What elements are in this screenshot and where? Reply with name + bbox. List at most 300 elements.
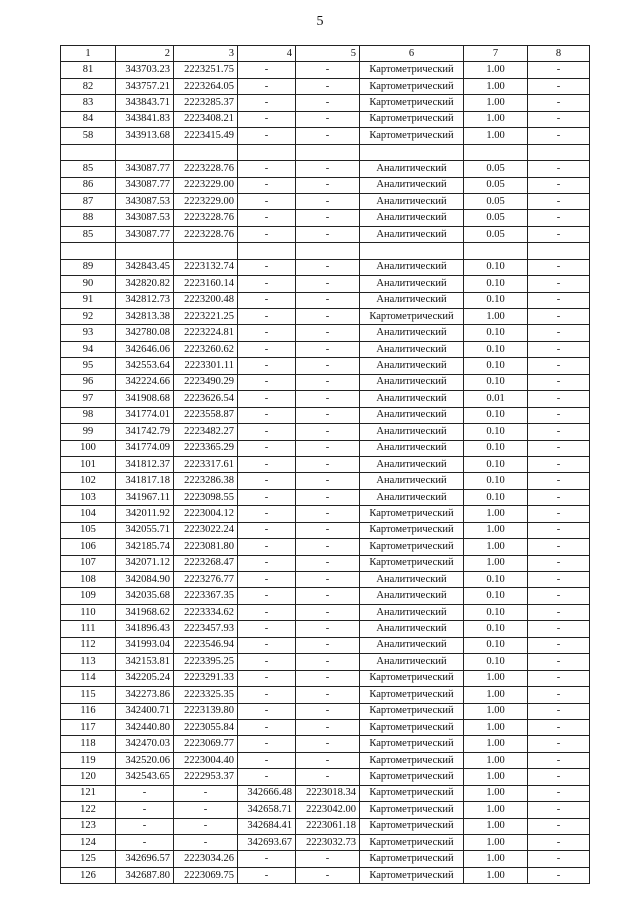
table-cell: 342693.67: [238, 835, 296, 851]
table-row: [61, 654, 590, 670]
table-cell: -: [528, 210, 590, 226]
table-cell: [528, 243, 590, 259]
table-cell: -: [296, 424, 360, 440]
table-cell: 342780.08: [116, 325, 174, 341]
table-cell: 342646.06: [116, 341, 174, 357]
table-cell: 343703.23: [116, 62, 174, 78]
table-cell: 85: [61, 226, 116, 242]
table-cell: 105: [61, 522, 116, 538]
table-cell: 2223325.35: [174, 687, 238, 703]
table-cell: 341896.43: [116, 621, 174, 637]
table-cell: 1.00: [464, 62, 528, 78]
table-cell: -: [238, 506, 296, 522]
table-cell: -: [238, 259, 296, 275]
table-cell: 342035.68: [116, 588, 174, 604]
table-cell: 0.10: [464, 654, 528, 670]
table-cell: 341812.37: [116, 456, 174, 472]
table-cell: 89: [61, 259, 116, 275]
table-cell: 2223139.80: [174, 703, 238, 719]
table-cell: 88: [61, 210, 116, 226]
table-cell: 0.01: [464, 391, 528, 407]
table-cell: 107: [61, 555, 116, 571]
table-row: [61, 752, 590, 768]
table-cell: -: [296, 456, 360, 472]
table-cell: 342813.38: [116, 309, 174, 325]
table-cell: Картометрический: [360, 555, 464, 571]
table-row: [61, 588, 590, 604]
table-cell: 0.05: [464, 210, 528, 226]
table-cell: -: [238, 555, 296, 571]
table-cell: -: [528, 292, 590, 308]
table-cell: -: [238, 736, 296, 752]
table-cell: 1.00: [464, 522, 528, 538]
table-cell: 0.10: [464, 259, 528, 275]
table-cell: Аналитический: [360, 358, 464, 374]
table-cell: -: [296, 769, 360, 785]
table-cell: 341967.11: [116, 489, 174, 505]
table-cell: -: [296, 78, 360, 94]
table-cell: 118: [61, 736, 116, 752]
table-cell: Картометрический: [360, 670, 464, 686]
table-row: [61, 736, 590, 752]
table-cell: -: [528, 522, 590, 538]
table-cell: [360, 243, 464, 259]
table-cell: 2223229.00: [174, 193, 238, 209]
table-cell: 342084.90: [116, 572, 174, 588]
table-cell: -: [238, 769, 296, 785]
table-cell: 0.05: [464, 161, 528, 177]
table-cell: -: [238, 473, 296, 489]
table-cell: Аналитический: [360, 604, 464, 620]
table-cell: 5: [296, 46, 360, 62]
table-cell: 0.10: [464, 424, 528, 440]
table-cell: 123: [61, 818, 116, 834]
table-cell: 0.10: [464, 341, 528, 357]
table-cell: 1.00: [464, 719, 528, 735]
table-cell: 108: [61, 572, 116, 588]
table-cell: -: [528, 259, 590, 275]
table-cell: -: [528, 867, 590, 883]
table-cell: 103: [61, 489, 116, 505]
table-cell: -: [528, 621, 590, 637]
table-cell: -: [296, 62, 360, 78]
table-cell: [61, 144, 116, 160]
table-cell: Аналитический: [360, 588, 464, 604]
table-cell: -: [296, 391, 360, 407]
table-cell: -: [296, 210, 360, 226]
table-cell: 1.00: [464, 555, 528, 571]
table-cell: 2223081.80: [174, 539, 238, 555]
table-cell: 83: [61, 95, 116, 111]
table-cell: -: [528, 424, 590, 440]
table-cell: -: [238, 161, 296, 177]
table-row: [61, 473, 590, 489]
table-row: [61, 128, 590, 144]
table-cell: -: [528, 128, 590, 144]
table-cell: -: [238, 78, 296, 94]
table-cell: 6: [360, 46, 464, 62]
table-cell: Аналитический: [360, 572, 464, 588]
table-row: [61, 506, 590, 522]
table-cell: 81: [61, 62, 116, 78]
table-cell: -: [528, 325, 590, 341]
table-cell: -: [528, 456, 590, 472]
table-cell: Аналитический: [360, 259, 464, 275]
table-cell: -: [238, 111, 296, 127]
table-cell: 110: [61, 604, 116, 620]
table-row: [61, 802, 590, 818]
table-cell: [296, 144, 360, 160]
table-row: [61, 78, 590, 94]
table-cell: 112: [61, 637, 116, 653]
table-cell: 85: [61, 161, 116, 177]
table-cell: -: [528, 687, 590, 703]
table-cell: 8: [528, 46, 590, 62]
table-cell: -: [174, 802, 238, 818]
table-cell: 0.05: [464, 193, 528, 209]
table-cell: -: [296, 407, 360, 423]
table-row: [61, 325, 590, 341]
table-cell: 342543.65: [116, 769, 174, 785]
table-row: [61, 785, 590, 801]
table-cell: -: [238, 210, 296, 226]
table-cell: 1.00: [464, 128, 528, 144]
table-cell: 2223004.40: [174, 752, 238, 768]
table-cell: 87: [61, 193, 116, 209]
table-cell: -: [528, 95, 590, 111]
table-cell: 58: [61, 128, 116, 144]
table-cell: 2223098.55: [174, 489, 238, 505]
table-cell: 91: [61, 292, 116, 308]
table-cell: [61, 243, 116, 259]
table-cell: Картометрический: [360, 111, 464, 127]
table-cell: 2223200.48: [174, 292, 238, 308]
table-cell: Аналитический: [360, 193, 464, 209]
table-cell: -: [296, 358, 360, 374]
table-row: [61, 276, 590, 292]
table-cell: 2: [116, 46, 174, 62]
table-cell: 3: [174, 46, 238, 62]
table-cell: 0.10: [464, 276, 528, 292]
table-cell: 90: [61, 276, 116, 292]
table-cell: 342224.66: [116, 374, 174, 390]
table-cell: 96: [61, 374, 116, 390]
table-cell: 114: [61, 670, 116, 686]
table-row: [61, 851, 590, 867]
table-cell: Картометрический: [360, 703, 464, 719]
page-number: 5: [316, 14, 324, 29]
table-cell: 99: [61, 424, 116, 440]
table-cell: 2223276.77: [174, 572, 238, 588]
table-cell: -: [296, 440, 360, 456]
table-cell: 1.00: [464, 539, 528, 555]
table-row: [61, 391, 590, 407]
table-cell: 0.10: [464, 489, 528, 505]
table-cell: -: [296, 522, 360, 538]
table-cell: -: [528, 670, 590, 686]
table-cell: 2223558.87: [174, 407, 238, 423]
table-cell: 1.00: [464, 769, 528, 785]
table-cell: -: [528, 752, 590, 768]
table-row: [61, 243, 590, 259]
table-cell: 2223317.61: [174, 456, 238, 472]
table-cell: 111: [61, 621, 116, 637]
table-cell: 2223034.26: [174, 851, 238, 867]
table-cell: 341908.68: [116, 391, 174, 407]
table-cell: 1.00: [464, 78, 528, 94]
table-cell: 2223285.37: [174, 95, 238, 111]
table-cell: -: [238, 128, 296, 144]
table-cell: -: [296, 539, 360, 555]
table-cell: 342470.03: [116, 736, 174, 752]
table-cell: -: [238, 374, 296, 390]
table-cell: [360, 144, 464, 160]
table-cell: Картометрический: [360, 736, 464, 752]
table-cell: 2223264.05: [174, 78, 238, 94]
table-row: [61, 835, 590, 851]
table-cell: 2223042.00: [296, 802, 360, 818]
table-cell: -: [528, 637, 590, 653]
table-row: [61, 424, 590, 440]
table-cell: 341817.18: [116, 473, 174, 489]
table-cell: 2223367.35: [174, 588, 238, 604]
table-cell: 0.10: [464, 325, 528, 341]
table-cell: 7: [464, 46, 528, 62]
table-cell: 117: [61, 719, 116, 735]
table-cell: -: [238, 226, 296, 242]
table-cell: 343087.77: [116, 226, 174, 242]
table-cell: -: [238, 867, 296, 883]
table-cell: 342687.80: [116, 867, 174, 883]
table-cell: 341993.04: [116, 637, 174, 653]
table-cell: -: [296, 473, 360, 489]
table-cell: -: [296, 687, 360, 703]
table-row: [61, 193, 590, 209]
table-cell: -: [174, 835, 238, 851]
table-cell: Картометрический: [360, 818, 464, 834]
table-cell: -: [238, 752, 296, 768]
table-cell: -: [174, 818, 238, 834]
table-cell: -: [238, 637, 296, 653]
table-cell: 343757.21: [116, 78, 174, 94]
table-cell: 2223626.54: [174, 391, 238, 407]
table-header-row: [61, 46, 590, 62]
table-cell: 2223228.76: [174, 161, 238, 177]
table-cell: 1.00: [464, 835, 528, 851]
table-cell: 106: [61, 539, 116, 555]
table-cell: 2223224.81: [174, 325, 238, 341]
table-cell: -: [528, 111, 590, 127]
table-row: [61, 210, 590, 226]
table-cell: 2223004.12: [174, 506, 238, 522]
table-cell: 2223132.74: [174, 259, 238, 275]
table-cell: 343913.68: [116, 128, 174, 144]
table-cell: -: [238, 407, 296, 423]
table-cell: -: [296, 111, 360, 127]
table-cell: -: [528, 391, 590, 407]
table-cell: 342553.64: [116, 358, 174, 374]
table-cell: Картометрический: [360, 506, 464, 522]
table-row: [61, 572, 590, 588]
table-cell: -: [238, 358, 296, 374]
table-cell: [528, 144, 590, 160]
table-cell: 100: [61, 440, 116, 456]
table-cell: -: [238, 62, 296, 78]
table-cell: 343841.83: [116, 111, 174, 127]
table-cell: -: [238, 522, 296, 538]
table-cell: [116, 144, 174, 160]
table-cell: 1: [61, 46, 116, 62]
table-cell: 1.00: [464, 818, 528, 834]
table-row: [61, 407, 590, 423]
table-cell: 2223069.75: [174, 867, 238, 883]
table-cell: -: [296, 276, 360, 292]
table-row: [61, 358, 590, 374]
table-cell: 0.10: [464, 604, 528, 620]
table-cell: -: [528, 719, 590, 735]
table-cell: 4: [238, 46, 296, 62]
table-cell: 120: [61, 769, 116, 785]
table-cell: 2223334.62: [174, 604, 238, 620]
table-cell: -: [296, 259, 360, 275]
table-cell: Картометрический: [360, 78, 464, 94]
table-row: [61, 111, 590, 127]
table-cell: 1.00: [464, 506, 528, 522]
table-cell: 342185.74: [116, 539, 174, 555]
table-cell: 1.00: [464, 687, 528, 703]
table-cell: 2223260.62: [174, 341, 238, 357]
table-cell: [116, 243, 174, 259]
table-cell: 2223546.94: [174, 637, 238, 653]
table-cell: 122: [61, 802, 116, 818]
table-cell: 0.10: [464, 621, 528, 637]
table-row: [61, 637, 590, 653]
table-row: [61, 769, 590, 785]
table-cell: 0.10: [464, 637, 528, 653]
table-cell: -: [296, 572, 360, 588]
table-cell: 101: [61, 456, 116, 472]
table-cell: 1.00: [464, 802, 528, 818]
table-cell: -: [296, 752, 360, 768]
table-cell: 342843.45: [116, 259, 174, 275]
table-cell: 1.00: [464, 785, 528, 801]
table-cell: 2223069.77: [174, 736, 238, 752]
table-cell: -: [238, 325, 296, 341]
table-cell: 2223415.49: [174, 128, 238, 144]
table-row: [61, 555, 590, 571]
table-cell: 2223228.76: [174, 210, 238, 226]
table-cell: 1.00: [464, 703, 528, 719]
table-cell: 341774.09: [116, 440, 174, 456]
table-cell: -: [528, 489, 590, 505]
table-cell: -: [238, 424, 296, 440]
table-cell: -: [528, 341, 590, 357]
table-cell: 93: [61, 325, 116, 341]
table-cell: 343087.77: [116, 161, 174, 177]
table-cell: 2223061.18: [296, 818, 360, 834]
table-cell: 98: [61, 407, 116, 423]
table-cell: 342153.81: [116, 654, 174, 670]
table-cell: 1.00: [464, 736, 528, 752]
table-row: [61, 309, 590, 325]
table-cell: 1.00: [464, 670, 528, 686]
table-cell: -: [238, 719, 296, 735]
table-cell: [238, 243, 296, 259]
table-cell: 343087.77: [116, 177, 174, 193]
table-cell: Аналитический: [360, 325, 464, 341]
table-cell: 119: [61, 752, 116, 768]
table-cell: 2223286.38: [174, 473, 238, 489]
table-cell: -: [528, 407, 590, 423]
table-cell: 1.00: [464, 111, 528, 127]
table-cell: -: [238, 177, 296, 193]
table-cell: Аналитический: [360, 161, 464, 177]
table-cell: -: [238, 572, 296, 588]
table-cell: Аналитический: [360, 177, 464, 193]
table-cell: 0.10: [464, 473, 528, 489]
table-row: [61, 867, 590, 883]
table-cell: -: [238, 276, 296, 292]
table-row: [61, 440, 590, 456]
table-cell: 102: [61, 473, 116, 489]
table-cell: 2223301.11: [174, 358, 238, 374]
table-cell: 126: [61, 867, 116, 883]
table-cell: -: [296, 654, 360, 670]
table-cell: Картометрический: [360, 539, 464, 555]
table-cell: [464, 144, 528, 160]
table-cell: Картометрический: [360, 522, 464, 538]
table-row: [61, 621, 590, 637]
table-cell: 2223018.34: [296, 785, 360, 801]
table-cell: -: [528, 604, 590, 620]
table-cell: Аналитический: [360, 621, 464, 637]
table-cell: Картометрический: [360, 752, 464, 768]
table-cell: 0.10: [464, 456, 528, 472]
table-cell: 2223395.25: [174, 654, 238, 670]
table-cell: -: [238, 456, 296, 472]
table-cell: 2223291.33: [174, 670, 238, 686]
table-cell: 113: [61, 654, 116, 670]
table-cell: -: [528, 835, 590, 851]
table-cell: -: [238, 193, 296, 209]
table-row: [61, 62, 590, 78]
table-cell: -: [296, 374, 360, 390]
table-cell: 0.05: [464, 177, 528, 193]
table-cell: -: [238, 440, 296, 456]
table-cell: 2223482.27: [174, 424, 238, 440]
table-cell: 342071.12: [116, 555, 174, 571]
table-cell: 104: [61, 506, 116, 522]
table-cell: -: [116, 835, 174, 851]
table-cell: Картометрический: [360, 309, 464, 325]
table-cell: -: [116, 818, 174, 834]
table-cell: 343087.53: [116, 193, 174, 209]
table-cell: -: [238, 703, 296, 719]
table-cell: -: [296, 128, 360, 144]
table-cell: -: [116, 785, 174, 801]
table-cell: 86: [61, 177, 116, 193]
table-row: [61, 177, 590, 193]
table-cell: -: [296, 292, 360, 308]
table-cell: 342205.24: [116, 670, 174, 686]
table-row: [61, 374, 590, 390]
table-cell: -: [296, 604, 360, 620]
table-cell: 342658.71: [238, 802, 296, 818]
table-cell: 342055.71: [116, 522, 174, 538]
table-cell: Картометрический: [360, 95, 464, 111]
table-cell: 341774.01: [116, 407, 174, 423]
table-cell: -: [238, 489, 296, 505]
